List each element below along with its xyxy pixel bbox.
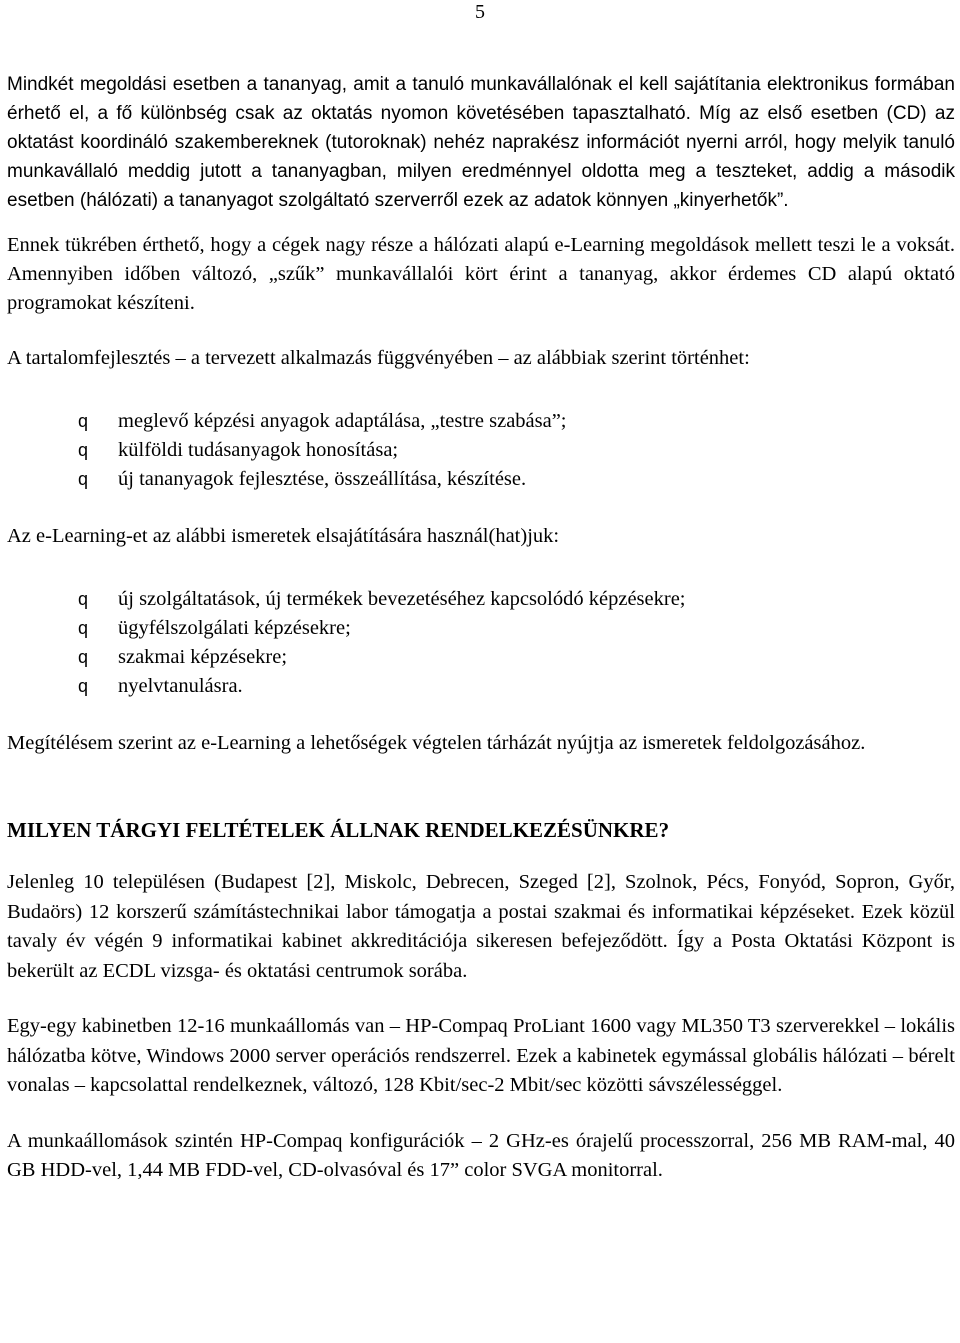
list-item: q szakmai képzésekre; xyxy=(7,643,955,672)
paragraph-8: A munkaállomások szintén HP-Compaq konfigurációk – 2 GHz-es órajelű processzorral, 256 MB RAM-mal, 40 GB HDD-vel, 1,44 MB FDD-vel, CD-olvasóval és 17” color SVGA monitorral. xyxy=(7,1129,955,1181)
section-heading: MILYEN TÁRGYI FELTÉTELEK ÁLLNAK RENDELKEZÉSÜNKRE? xyxy=(7,818,670,842)
paragraph-1: Mindkét megoldási esetben a tananyag, amit a tanuló munkavállalónak el kell sajátítania elektronikus formában érhető el, a fő különbség csak az oktatás nyomon követésében tapasztalható. Míg az első esetben (CD) az oktatást koordináló szakembereknek (tutoroknak) nehéz naprakész információt nyerni arról, hogy melyik tanuló munkavállaló meddig jutott a tananyagban, milyen eredménnyel oldotta meg a teszteket, addig a második esetben (hálózati) a tananyagot szolgáltató szerverről ezek az adatok könnyen „kinyerhetők”. xyxy=(7,74,955,211)
checkbox-bullet-icon: q xyxy=(78,469,89,489)
checkbox-bullet-icon: q xyxy=(78,676,89,696)
paragraph-5: Megítélésem szerint az e-Learning a lehetőségek végtelen tárházát nyújtja az ismeretek feldolgozásához. xyxy=(7,732,866,754)
page-number: 5 xyxy=(475,1,485,23)
paragraph-3: A tartalomfejlesztés – a tervezett alkalmazás függvényében – az alábbiak szerint történhet: xyxy=(7,347,750,369)
list-item: q új szolgáltatások, új termékek bevezetéséhez kapcsolódó képzésekre; xyxy=(7,585,955,614)
checkbox-bullet-icon: q xyxy=(78,411,89,431)
list-item: q új tananyagok fejlesztése, összeállítása, készítése. xyxy=(7,465,955,494)
list-item: q ügyfélszolgálati képzésekre; xyxy=(7,614,955,643)
paragraph-7: Egy-egy kabinetben 12-16 munkaállomás van – HP-Compaq ProLiant 1600 vagy ML350 T3 szerverekkel – lokális hálózatba kötve, Windows 2000 server operációs rendszerrel. Ezek a kabinetek egymással globális hálózati – bérelt vonalas – kapcsolattal rendelkeznek, változó, 128 Kbit/sec-2 Mbit/sec közötti sávszélességgel. xyxy=(7,1015,955,1096)
paragraph-2: Ennek tükrében érthető, hogy a cégek nagy része a hálózati alapú e-Learning megoldások mellett teszi le a voksát. Amennyiben időben változó, „szűk” munkavállalói kört érint a tananyag, akkor érdemes CD alapú oktató programokat készíteni. xyxy=(7,234,955,314)
checkbox-bullet-icon: q xyxy=(78,618,89,638)
content-development-list xyxy=(7,407,955,494)
paragraph-6: Jelenleg 10 településen (Budapest [2], Miskolc, Debrecen, Szeged [2], Szolnok, Pécs, Fonyód, Sopron, Győr, Budaörs) 12 korszerű számítástechnikai labor támogatja a postai szakmai és informatikai képzéseket. Ezek közül tavaly év végén 9 informatikai kabinet akkreditációja sikeresen befejeződött. Így a Posta Oktatási Központ is bekerült az ECDL vizsga- és oktatási centrumok sorába. xyxy=(7,871,955,982)
list-item: q nyelvtanulásra. xyxy=(7,672,955,701)
checkbox-bullet-icon: q xyxy=(78,589,89,609)
list-item: q külföldi tudásanyagok honosítása; xyxy=(7,436,955,465)
checkbox-bullet-icon: q xyxy=(78,440,89,460)
paragraph-4: Az e-Learning-et az alábbi ismeretek elsajátítására használ(hat)juk: xyxy=(7,525,560,547)
usage-list xyxy=(7,585,955,701)
list-item: q meglevő képzési anyagok adaptálása, „testre szabása”; xyxy=(7,407,955,436)
document-body xyxy=(7,70,955,1186)
checkbox-bullet-icon: q xyxy=(78,647,89,667)
